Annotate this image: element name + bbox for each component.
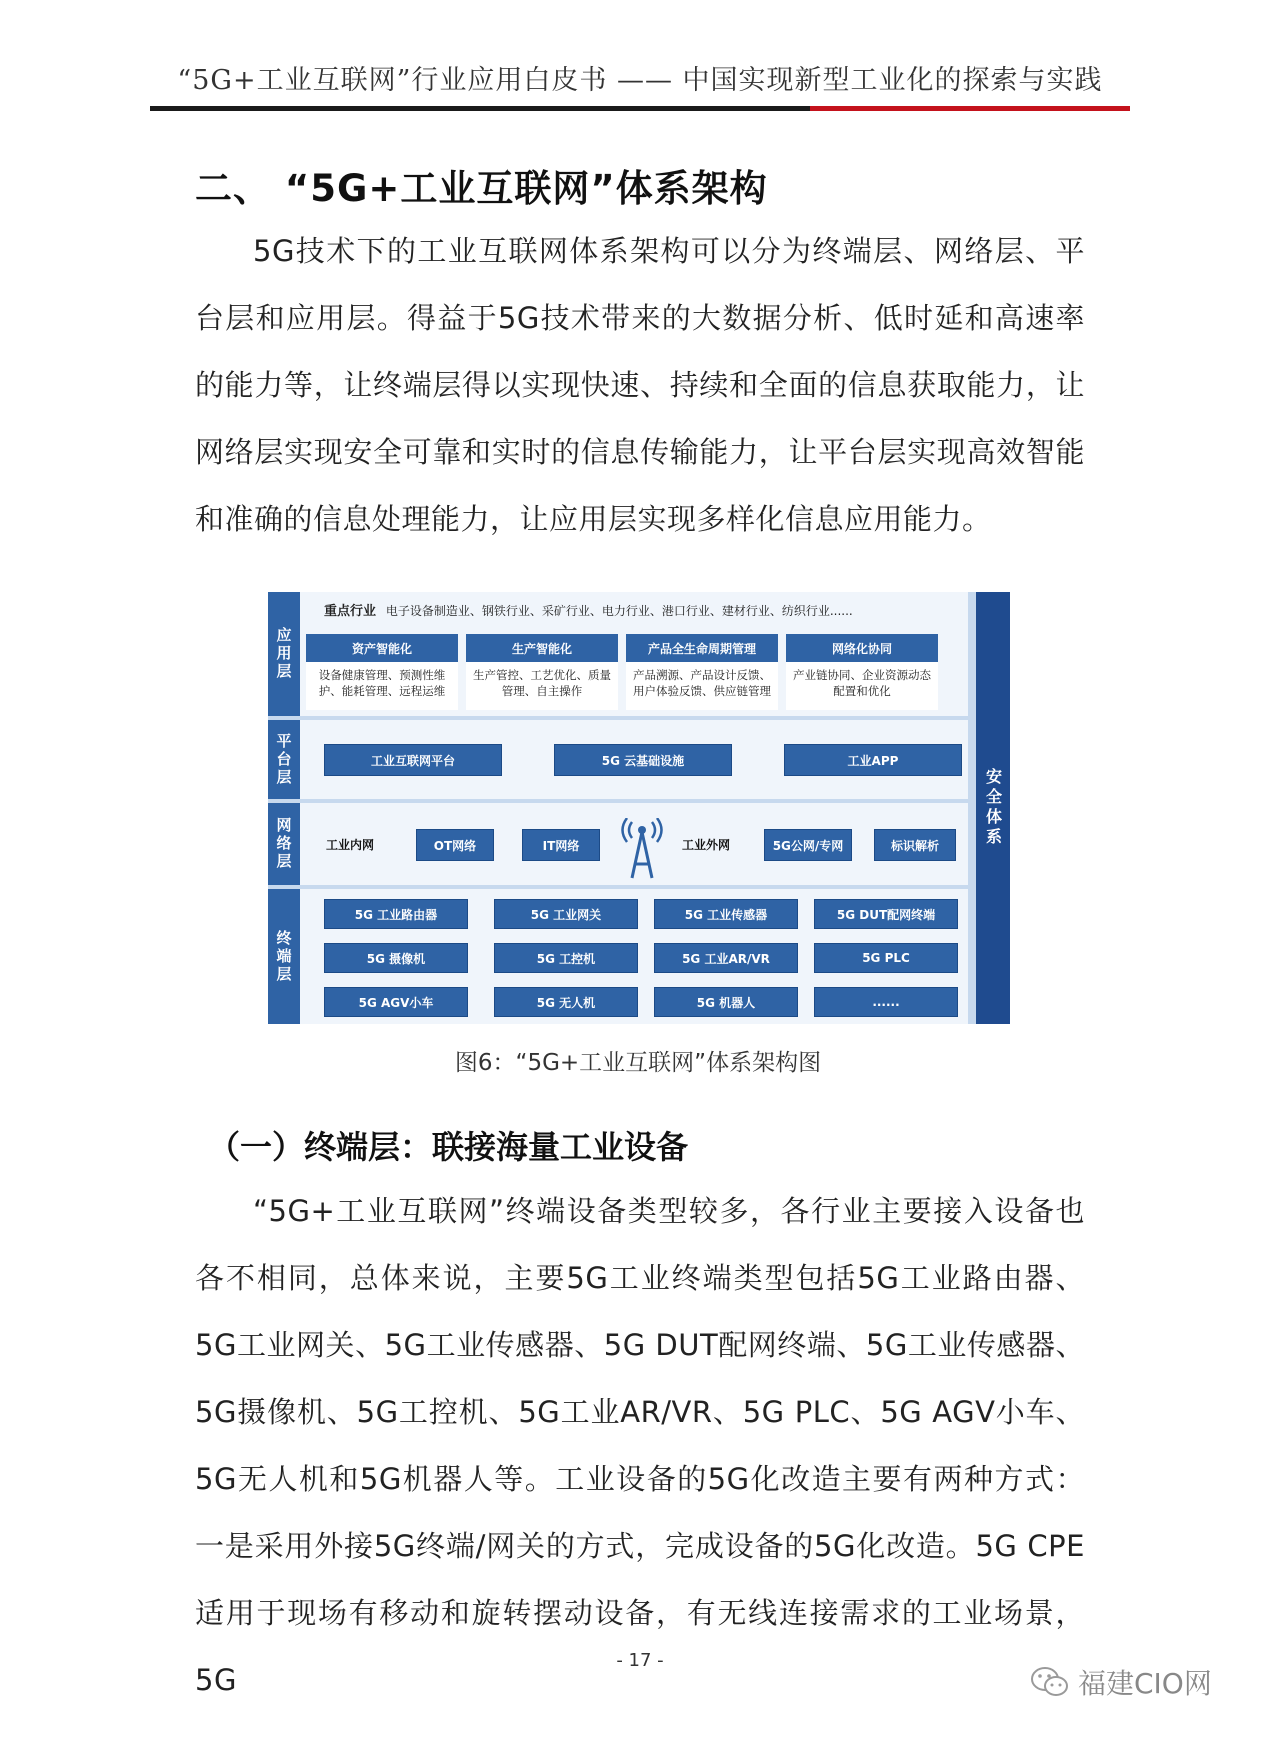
app-column-collaboration — [786, 634, 938, 710]
app-column-body: 生产管控、工艺优化、质量管理、自主操作 — [473, 668, 611, 698]
section-heading: 二、 “5G+工业互联网”体系架构 — [195, 167, 768, 210]
header-rule-red — [810, 106, 1130, 111]
brand-watermark — [1030, 1662, 1212, 1702]
terminal-box: 5G 工业传感器 — [654, 899, 798, 929]
security-system: 安全体系 — [976, 592, 1010, 1024]
platform-box: 工业APP — [784, 744, 962, 776]
terminal-box: 5G 摄像机 — [324, 943, 468, 973]
application-layer — [268, 592, 968, 716]
network-layer — [268, 803, 968, 885]
figure-caption: 图6：“5G+工业互联网”体系架构图 — [454, 1050, 822, 1076]
key-industries-label: 重点行业 — [324, 604, 377, 619]
app-column-body: 产业链协同、企业资源动态配置和优化 — [793, 668, 931, 698]
key-industries — [324, 600, 853, 619]
network-box: 5G公网/专网 — [764, 829, 852, 861]
paragraph-terminal-text: “5G+工业互联网”终端设备类型较多，各行业主要接入设备也各不相同，总体来说，主要5G工业终端类型包括5G工业路由器、5G工业网关、5G工业传感器、5G DUT配网终端、5G工业传感器、5G摄像机、5G工控机、5G工业AR/VR、5G PLC、5G AGV小车、5G无人机和5G机器人等。工业设备的5G化改造主要有两种方式：一是采用外接5G终端/网关的方式，完成设备的5G化改造。5G CPE适用于现场有移动和旋转摆动设备，有无线连接需求的工业场景，5G — [195, 1194, 1085, 1697]
terminal-box: 5G 工业网关 — [494, 899, 638, 929]
application-layer-label: 应用层 — [268, 592, 300, 716]
subsection-heading: （一）终端层：联接海量工业设备 — [208, 1128, 689, 1166]
app-column-title: 产品全生命周期管理 — [626, 634, 778, 662]
platform-box: 5G 云基础设施 — [554, 744, 732, 776]
terminal-box: 5G 工控机 — [494, 943, 638, 973]
terminal-box: 5G DUT配网终端 — [814, 899, 958, 929]
header-rule-black — [150, 106, 810, 111]
terminal-box: 5G PLC — [814, 943, 958, 973]
terminal-box: 5G 工业路由器 — [324, 899, 468, 929]
terminal-box: 5G 无人机 — [494, 987, 638, 1017]
platform-layer-label: 平台层 — [268, 720, 300, 799]
network-box: 标识解析 — [874, 829, 956, 861]
terminal-layer-label: 终端层 — [268, 889, 300, 1024]
terminal-layer — [268, 889, 968, 1024]
wechat-icon — [1030, 1665, 1070, 1699]
network-box: IT网络 — [522, 829, 600, 861]
app-column-lifecycle — [626, 634, 778, 710]
page-number: - 17 - — [616, 1650, 664, 1671]
paragraph-architecture-text: 5G技术下的工业互联网体系架构可以分为终端层、网络层、平台层和应用层。得益于5G技术带来的大数据分析、低时延和高速率的能力等，让终端层得以实现快速、持续和全面的信息获取能力，让网络层实现安全可靠和实时的信息传输能力，让平台层实现高效智能和准确的信息处理能力，让应用层实现多样化信息应用能力。 — [195, 234, 1085, 536]
app-column-title: 资产智能化 — [306, 634, 458, 662]
terminal-box: 5G 机器人 — [654, 987, 798, 1017]
antenna-icon — [620, 818, 664, 882]
terminal-box: ...... — [814, 987, 958, 1017]
app-column-title: 网络化协同 — [786, 634, 938, 662]
app-column-body: 产品溯源、产品设计反馈、用户体验反馈、供应链管理 — [633, 668, 771, 698]
app-column-asset — [306, 634, 458, 710]
network-box: OT网络 — [416, 829, 494, 861]
app-column-production — [466, 634, 618, 710]
terminal-box: 5G 工业AR/VR — [654, 943, 798, 973]
architecture-diagram — [268, 592, 1010, 1024]
terminal-box: 5G AGV小车 — [324, 987, 468, 1017]
paragraph-architecture — [195, 218, 1085, 553]
app-column-body: 设备健康管理、预测性维护、能耗管理、远程运维 — [318, 668, 446, 698]
internal-network-label: 工业内网 — [326, 838, 375, 852]
platform-layer — [268, 720, 968, 799]
paragraph-terminal — [195, 1178, 1085, 1714]
network-layer-label: 网络层 — [268, 803, 300, 885]
platform-box: 工业互联网平台 — [324, 744, 502, 776]
app-column-title: 生产智能化 — [466, 634, 618, 662]
external-network-label: 工业外网 — [682, 838, 731, 852]
brand-name: 福建CIO网 — [1078, 1667, 1212, 1700]
header-title: “5G+工业互联网”行业应用白皮书 —— 中国实现新型工业化的探索与实践 — [177, 65, 1103, 96]
key-industries-list: 电子设备制造业、钢铁行业、采矿行业、电力行业、港口行业、建材行业、纺织行业...... — [385, 604, 853, 618]
